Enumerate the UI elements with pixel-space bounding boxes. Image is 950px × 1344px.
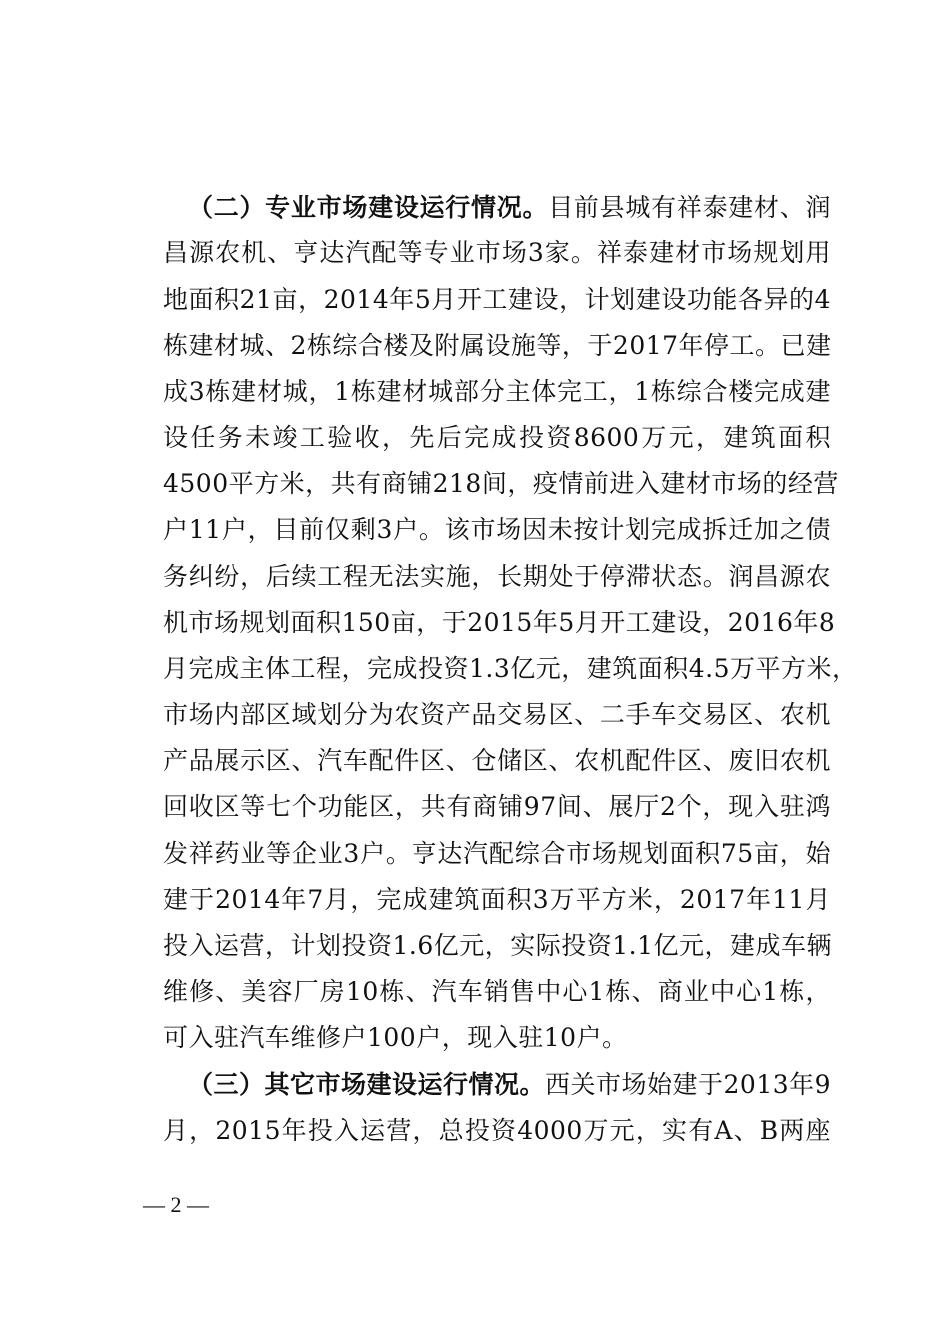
section2-line-4: 栋建材城、2栋综合楼及附属设施等，于2017年停工。已建 <box>163 331 832 360</box>
section2-line-9: 务纠纷，后续工程无法实施，长期处于停滞状态。润昌源农 <box>163 562 831 591</box>
section3-line-1-text: 西关市场始建于2013年9 <box>545 1070 832 1099</box>
section2-line-19: 可入驻汽车维修户100户，现入驻10户。 <box>163 1023 628 1052</box>
page-number: — 2 — <box>143 1192 209 1217</box>
section2-line-10: 机市场规划面积150亩，于2015年5月开工建设，2016年8 <box>163 608 836 637</box>
section2-line-1 <box>188 191 831 225</box>
section2-line-8: 户11户，目前仅剩3户。该市场因未按计划完成拆迁加之债 <box>163 515 831 544</box>
section2-line-2: 昌源农机、亨达汽配等专业市场3家。祥泰建材市场规划用 <box>163 238 831 267</box>
section2-line-12: 市场内部区域划分为农资产品交易区、二手车交易区、农机 <box>163 700 831 729</box>
section2-line-13: 产品展示区、汽车配件区、仓储区、农机配件区、废旧农机 <box>163 746 831 775</box>
section2-line-14: 回收区等七个功能区，共有商铺97间、展厅2个，现入驻鸿 <box>163 792 831 821</box>
section2-line-6: 设任务未竣工验收，先后完成投资8600万元，建筑面积 <box>163 423 831 452</box>
section3-heading: （三）其它市场建设运行情况。 <box>188 1070 546 1099</box>
section3-line-2: 月，2015年投入运营，总投资4000万元，实有A、B两座 <box>163 1116 831 1145</box>
section2-line-1-text: 目前县城有祥泰建材、润 <box>548 193 831 222</box>
section2-line-7: 4500平方米，共有商铺218间，疫情前进入建材市场的经营 <box>163 469 839 498</box>
section2-line-17: 投入运营，计划投资1.6亿元，实际投资1.1亿元，建成车辆 <box>163 931 833 960</box>
section2-line-16: 建于2014年7月，完成建筑面积3万平方米，2017年11月 <box>163 885 831 914</box>
section2-line-11: 月完成主体工程，完成投资1.3亿元，建筑面积4.5万平方米， <box>163 654 858 683</box>
section3-line-1 <box>188 1068 831 1102</box>
section2-heading: （二）专业市场建设运行情况。 <box>188 193 549 222</box>
section2-line-15: 发祥药业等企业3户。亨达汽配综合市场规划面积75亩，始 <box>163 839 831 868</box>
section2-line-3: 地面积21亩，2014年5月开工建设，计划建设功能各异的4 <box>163 285 831 314</box>
section2-line-5: 成3栋建材城，1栋建材城部分主体完工，1栋综合楼完成建 <box>163 377 831 406</box>
section2-line-18: 维修、美容厂房10栋、汽车销售中心1栋、商业中心1栋， <box>163 977 831 1006</box>
